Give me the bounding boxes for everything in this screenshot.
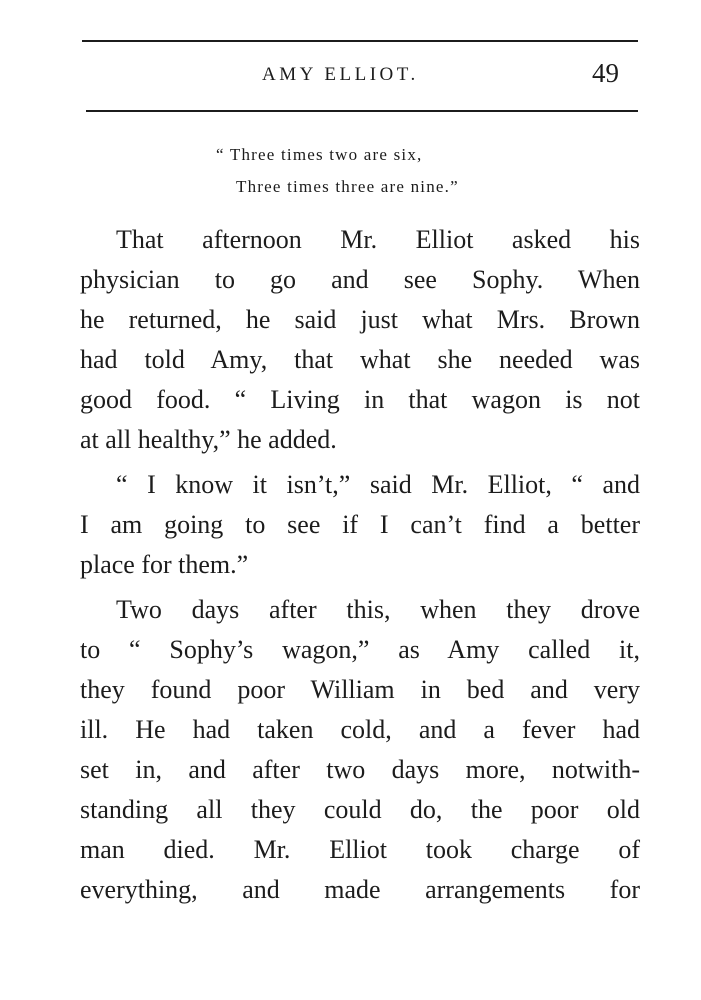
text-line: they found poor William in bed and very <box>80 675 640 704</box>
epigraph-line-1: “ Three times two are six, <box>216 145 423 164</box>
text-line: “ I know it isn’t,” said Mr. Elliot, “ and <box>116 470 640 499</box>
text-line: Two days after this, when they drove <box>116 595 640 624</box>
text-line: set in, and after two days more, notwith- <box>80 755 640 784</box>
text-line: man died. Mr. Elliot took charge of <box>80 835 640 864</box>
running-title: AMY ELLIOT. <box>262 64 419 85</box>
text-line: everything, and made arrangements for <box>80 875 640 904</box>
text-line: at all healthy,” he added. <box>80 425 337 454</box>
text-line: physician to go and see Sophy. When <box>80 265 640 294</box>
running-head <box>0 58 701 98</box>
header-top-rule <box>82 40 638 42</box>
text-line: ill. He had taken cold, and a fever had <box>80 715 640 744</box>
text-line: standing all they could do, the poor old <box>80 795 640 824</box>
text-line: That afternoon Mr. Elliot asked his <box>116 225 640 254</box>
text-line: I am going to see if I can’t find a better <box>80 510 640 539</box>
epigraph-line-2: Three times three are nine.” <box>236 177 459 196</box>
header-bottom-rule <box>86 110 638 112</box>
text-line: good food. “ Living in that wagon is not <box>80 385 640 414</box>
text-line: place for them.” <box>80 550 249 579</box>
page-number: 49 <box>592 58 619 88</box>
text-line: he returned, he said just what Mrs. Brown <box>80 305 640 334</box>
text-line: had told Amy, that what she needed was <box>80 345 640 374</box>
text-line: to “ Sophy’s wagon,” as Amy called it, <box>80 635 640 664</box>
